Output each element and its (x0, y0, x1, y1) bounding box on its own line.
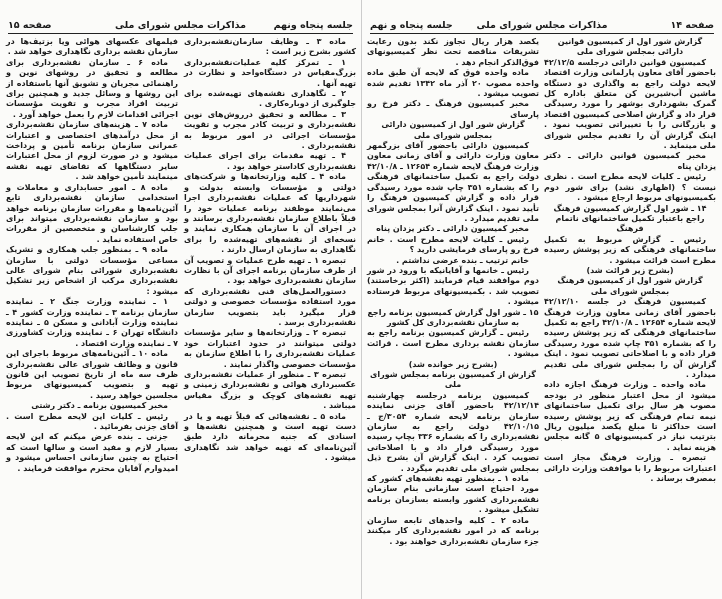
right-page-14 (361, 0, 722, 599)
publication-title: مذاکرات مجلس شورای ملی (476, 20, 608, 31)
paragraph: رئیس ـ گزارش مربوط به تکمیل ساختمانهای فرهنگی که زیر پوشش رسیده مطرح است قرائت میشود . (544, 234, 716, 265)
paragraph: ماده ۵ ـ نقشه‌هائی که قبلاً تهیه و یا در دست تهیه است و همچنین نقشه‌ها و اسنادی که جنبه محرمانه دارد طبق آئین‌نامه‌ای که تهیه خواهد شد نگاهداری میشود . (184, 411, 356, 463)
text-column-left (367, 37, 539, 547)
paragraph: مخبر کمیسیون فرهنگ ـ دکتر فرخ رو پارسای (367, 99, 539, 119)
paragraph: ۲ ـ نگاهداری نقشه‌های تهیه‌شده برای جلوگیری از دوباره‌کاری . (184, 89, 356, 109)
paragraph: (بشرح زیر خوانده شد) (408, 359, 498, 369)
paragraph: ۳ ـ مطالعه و تحقیق درروش‌های نوین نقشه‌برداری و تربیت کادر مجرب و تقویت مؤسسات اجرائی در امور مربوط به نقشه‌برداری . (184, 109, 356, 151)
paragraph: ۱ ـ تمرکز کلیه عملیات‌نقشه‌برداری بزرگ‌مقیاس در دستگاه‌واحد و نظارت در تهیه آنها . (184, 57, 356, 88)
paragraph: رئیس ـ کلیات این لایحه مطرح است . آقای جزنی بفرمائید . (6, 411, 178, 432)
paragraph: گزارش شور اول از کمیسیون دارائی بمجلس شورای ملی (381, 120, 525, 140)
paragraph: دستورالعمل‌های فنی نقشه‌برداری که مورد استفاده مؤسسات خصوصی و دولتی قرار میگیرد باید بتصویب سازمان نقشه‌برداری برسد . (184, 286, 356, 327)
paragraph: ماده ۱۰ ـ آئین‌نامه‌های مربوط باجرای این قانون و وظائف شورای عالی نقشه‌برداری ظرف سه ماه از تاریخ تصویب این قانون تهیه و بتصویب کمیسیونهای مربوط مجلسین خواهد رسید . (6, 349, 178, 400)
paragraph: ماده واحده فوق که لایحه آن طبق ماده واحده مصوب ۲۰ آذر ماه ۱۳۴۲ تقدیم شده تصویب میشود . (367, 68, 539, 99)
paragraph: رئیس ـ گزارش کمیسیون برنامه راجع به سازمان نقشه برداری مطرح است . قرائت میشود . (367, 328, 539, 359)
paragraph: ماده ۶ ـ سازمان نقشه‌برداری برای مطالعه و تحقیق در روشهای نوین و راهنمائی مجریان و تشویق آنها باستفاده از این روشها و وسائل جدید و همچنین برای تربیت افراد مجرب و تقویت مؤسسات اجرائی اقدامات لازم را بعمل خواهد آورد . (6, 57, 178, 119)
section-heading: ۱۴ ـ شور اول گزارش کمیسیون فرهنگ راجع باعتبار تکمیل ساختمانهای ناتمام فرهنگ (553, 203, 707, 234)
paragraph: تبصره ۲ ـ وزارتخانه‌ها و سایر مؤسسات دولتی میتوانند در حدود اعتبارات خود عملیات نقشه‌برداری را با اطلاع سازمان به مؤسسات خصوصی واگذار نمایند . (184, 328, 356, 369)
paragraph: ماده ۴ ـ کلیه وزارتخانه‌ها و شرکت‌های دولتی و مؤسسات وابسته بدولت و شهرداریها که عملیات نقشه‌برداری اجرا می‌نمایند موظفند برنامه عملیات خود را قبلاً باطلاع سازمان نقشه‌برداری برسانند و در اجرای آن با سازمان همکاری نمایند و نسخه‌ای از نقشه‌های تهیه‌شده را برای نگاهداری به سازمان ارسال دارند . (184, 172, 356, 255)
paragraph: ماده ۷ ـ هزینه‌های سازمان نقشه‌برداری از محل درآمدهای اختصاصی و اعتبارات عمرانی سازمان برنامه تأمین و پرداخت میشود و در صورت لزوم از محل اعتبارات سایر دستگاهها که تقاضای تهیه نقشه مینمایند تأمین خواهد شد . (6, 120, 178, 182)
text-column-right (544, 37, 716, 484)
paragraph: کمیسیون قوانین دارائی درجلسه ۴۲/۱۲/۵ باحضور آقای معاون پارلمانی وزارت اقتصاد لایحه دولت راجع به واگذاری دو دستگاه ماشین آب‌شیرین کن متعلق باداره کل گمرک بشهرداری بوشهر را مورد رسیدگی قرار داد و گزارش اصلاحی کمیسیون اقتصاد و بازرگانی را با تغییراتی تصویب نمود . اینک گزارش آن را تقدیم مجلس شورای ملی مینماید . (544, 57, 716, 151)
paragraph: ماده واحده ـ وزارت فرهنگ اجازه داده میشود از محل اعتبار منظور در بودجه مصوب هر سال برای تکمیل ساختمانهای نیمه تمام فرهنگی که زیر پوشش رسیده است حداکثر تا مبلغ یکصد میلیون ریال بترتیب نیاز در کمیسیونهای ۵ گانه مجلس هزینه نماید . (544, 380, 716, 452)
paragraph: تبصره ۱ ـ تهیه طرح عملیات و تصویب آن از طرف سازمان برنامه اجرای آن با نظارت سازمان نقشه‌برداری خواهد بود . (184, 255, 356, 286)
paragraph: کمیسیون برنامه درجلسه چهارشنبه ۴۲/۱۲/۱۴ باحضور آقای جزنی نماینده سازمان برنامه لایحه شماره ۳۰۵۴/ج ـ ۴۲/۱۰/۱۵ دولت راجع به سازمان نقشه‌برداری را که بشماره ۳۳۶ بچاپ رسیده مورد رسیدگی قرار داد و با اصلاحاتی تصویب کرد . اینک گزارش آن بشرح ذیل بمجلس شورای ملی تقدیم میگردد . (367, 390, 540, 473)
paragraph: کمیسیون فرهنگ در جلسه ۴۲/۱۲/۱۰ باحضور آقای زمانی معاون وزارت فرهنگ لایحه شماره ۱۲۶۵۴ ـ ۴۲/۱۰/۸ راجع به تکمیل ساختمانهای فرهنگی که زیر پوشش رسیده را که بشماره ۳۵۱ چاپ شده مورد رسیدگی قرار داده و با اصلاحاتی تصویب نمود . اینک گزارش آن را بمجلس شورای ملی تقدیم میدارد . (544, 297, 716, 379)
paragraph: ماده ۳ ـ وظایف سازمان‌نقشه‌برداری کشور بشرح زیر است : (184, 37, 356, 57)
paragraph: ۴ ـ تهیه مقدمات برای اجرای عملیات نقشه‌برداری کاداستر خواهد بود . (184, 151, 356, 171)
paragraph: تبصره ۳ ـ منظور از عملیات نقشه‌برداری عکسبرداری هوائی و نقشه‌برداری زمینی و تهیه نقشه‌های کوچک و بزرگ مقیاس میباشد . (184, 370, 356, 411)
paragraph: فیلمهای عکسهای هوائی ویا بزتیف‌ها در سازمان نقشه برداری نگاهداری خواهد شد . (6, 37, 178, 57)
paragraph: ماده ۸ ـ امور حسابداری و معاملات و استخدامی سازمان نقشه‌برداری تابع آئین‌نامه‌ها و مقررات سازمان برنامه خواهد بود و سازمان نقشه‌برداری میتواند برای جلب کارشناسان و متخصصین از مقررات خاص استفاده نماید . (6, 182, 178, 244)
paragraph: تبصره ـ وزارت فرهنگ مجاز است اعتبارات مربوط را با موافقت وزارت دارائی بمصرف برساند . (544, 453, 716, 484)
paragraph: جزنی ـ بنده عرض میکنم که این لایحه بسیار لازم و مفید است و سالها است که احتیاج به چنین سازمانی احساس میشود و امیدوارم آقایان محترم موافقت فرمایند . (6, 432, 178, 473)
paragraph: ماده ۱ ـ بمنظور تهیه نقشه‌های کشور که مورد احتیاج است سازمانی بنام سازمان نقشه‌برداری کشور وابسته بسازمان برنامه تشکیل میشود . (367, 474, 539, 515)
publication-title: مذاکرات مجلس شورای ملی (115, 20, 246, 31)
paragraph: رئیس ـ کلیات لایحه مطرح است . خانم فرخ رو پارسای فرمایشی دارید ؟ (367, 234, 539, 255)
paragraph: رئیس ـ کلیات لایحه مطرح است . نظری نیست ؟ (اظهاری نشد) برای شور دوم بکمیسیونهای مربوط ارجاع میشود . (544, 172, 716, 203)
running-header (370, 19, 714, 34)
paragraph: گزارش شور اول از کمیسیون قوانین دارائی بمجلس شورای ملی (557, 37, 703, 57)
page-number: صفحه ۱۵ (8, 20, 52, 31)
paragraph: گزارش از کمیسیون برنامه بمجلس شورای ملی (370, 370, 536, 390)
text-column-right (184, 37, 356, 464)
paragraph: رئیس ـ خانمها و آقایانیکه با ورود در شور دوم موافقند قیام فرمایند (اکثر برخاستند) تصویب شد . بکمیسیونهای مربوط فرستاده میشود . (367, 265, 539, 307)
paragraph: مخبر کمیسیون قوانین دارائی ـ دکتر یزدان پناه (544, 151, 716, 171)
running-header (8, 19, 353, 34)
session-label: جلسه پنجاه و نهم (370, 20, 453, 31)
paragraph: یکصد هزار ریال تجاوز نکند بدون رعایت تشریفات مناقصه تحت نظر کمیسیونهای فوق‌الذکر انجام دهد . (367, 37, 539, 67)
paragraph: گزارش شور اول از کمیسیون فرهنگ بمجلس شورای ملی (557, 276, 703, 296)
paragraph: کمیسیون دارائی باحضور آقای بزرگمهر معاون وزارت دارائی و آقای زمانی معاون وزارت فرهنگ لایحه شماره ۱۲۶۵۴ ـ ۴۲/۱۰/۸ دولت راجع به تکمیل ساختمانهای فرهنگی را که بشماره ۳۵۱ چاپ شده مورد رسیدگی قرار داده و گزارش کمیسیون فرهنگ را تأیید نمود . اینک گزارش آنرا بمجلس شورای ملی تقدیم میدارد . (367, 141, 539, 223)
session-label: جلسه پنجاه ونهم (273, 20, 353, 31)
paragraph: ماده ۲ ـ کلیه واحدهای تابعه سازمان برنامه که در امور نقشه‌برداری کار میکنند جزء سازمان نقشه‌برداری خواهند بود . (367, 515, 539, 546)
page-number: صفحه ۱۴ (670, 20, 714, 31)
section-heading: ۱۵ ـ شور اول گزارش کمیسیون برنامه راجع به سازمان نقشه‌برداری کل کشور (367, 307, 539, 327)
paragraph: مخبر کمیسیون برنامه ـ دکتر رشتی (31, 401, 168, 411)
paragraph: خانم ترتیب ـ بنده عرضی نداشتم . (396, 255, 529, 265)
paragraph: ماده ۹ ـ بمنظور جلب همکاری و تشریک مساعی مؤسسات دولتی با سازمان نقشه‌برداری شورائی بنام شورای عالی نقشه‌برداری مرکب از اشخاص زیر تشکیل میشود : (6, 245, 178, 296)
paragraph: مخبر کمیسیون دارائی ـ دکتر یزدان پناه (376, 224, 529, 234)
text-column-left (6, 37, 178, 474)
paragraph: (بشرح زیر قرائت شد) (586, 265, 674, 275)
paragraph: ۱ ـ نماینده وزارت جنگ ۲ ـ نماینده سازمان برنامه ۳ ـ نماینده وزارت کشور ۴ ـ نماینده وزارت آبادانی و مسکن ۵ ـ نماینده دانشگاه تهران ۶ ـ نماینده وزارت کشاورزی ۷ ـ نماینده وزارت اقتصاد . (6, 297, 179, 348)
